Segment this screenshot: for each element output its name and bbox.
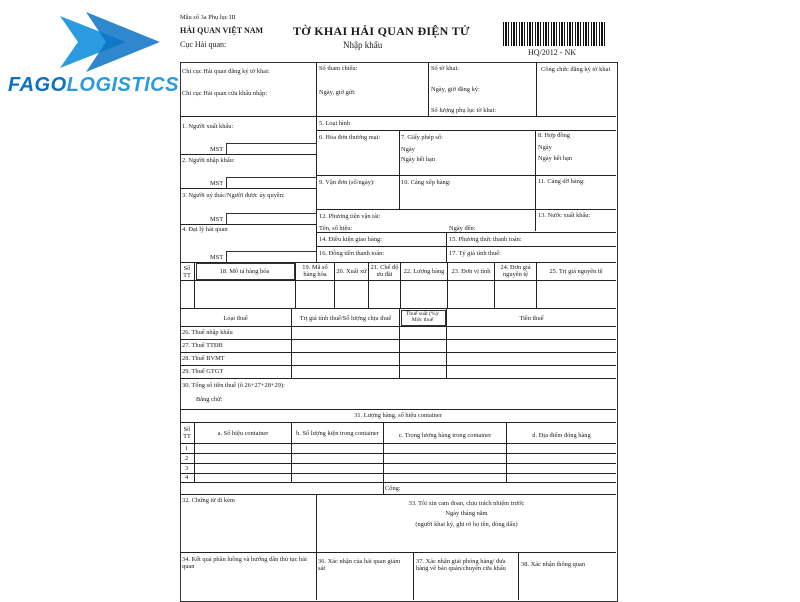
tax-in-words-label: Bằng chữ: [196,396,223,403]
field-33-signature-note: (người khai ký, ghi rõ họ tên, đóng dấu) [415,521,518,528]
datetime-sent-label: Ngày, giờ gửi: [319,89,356,96]
goods-header-preference: 21. Chế độ ưu đãi [370,264,399,279]
agent-label: 4. Đại lý hải quan [182,226,228,233]
importer-mst-label: MST [210,180,224,187]
border-office-label: Chi cục Hải quan cửa khẩu nhập: [182,90,268,97]
field-13-label: 13. Nước xuất khẩu: [538,212,591,219]
field-33-label: 33. Tôi xin cam đoan, chịu trách nhiệm trước [408,500,525,507]
field-10-label: 10. Cảng xếp hàng: [401,179,451,186]
department-label: Cục Hải quan: [180,40,227,49]
field-16-label: 16. Đồng tiền thanh toán: [319,250,385,257]
field-14-label: 14. Điều kiện giao hàng: [319,236,383,243]
goods-header-quantity: 22. Lượng hàng [403,268,445,275]
field-8-expiry-label: Ngày hết hạn [538,155,573,162]
goods-header-description: 18. Mô tả hàng hóa [219,268,270,275]
customs-declaration-form [178,12,618,600]
container-total-label: Cộng: [385,485,401,492]
field-36-label: 36. Xác nhận của hải quan giám sát [318,558,401,573]
field-32-label: 32. Chứng từ đi kèm [182,497,235,504]
agency-name: HẢI QUAN VIỆT NAM [180,26,264,35]
field-37-label: 37. Xác nhận giải phóng hàng/ đưa hàng về bảo quản/chuyển cửa khẩu [416,558,506,573]
goods-header-unit: 23. Đơn vị tính [451,268,491,275]
importer-label: 2. Người nhập khẩu: [182,157,235,164]
exporter-mst-label: MST [210,146,224,153]
form-number: HQ/2012 - NK [528,48,576,57]
agent-mst-label: MST [210,254,224,261]
container-row-3: 3 [185,465,189,472]
field-9-label: 9. Vận đơn (số/ngày): [319,179,375,186]
container-header-weight: c. Trọng lượng hàng trong container [398,432,492,439]
tax-header-amount: Tiền thuế [519,315,544,322]
goods-header-hs-code: 19. Mã số hàng hóa [302,264,328,279]
field-38-label: 38. Xác nhận thông quan [521,561,586,568]
form-template-label: Mẫu số 3a Phụ lục III [180,14,236,21]
field-12-label: 12. Phương tiện vận tải: [319,213,381,220]
container-header-location: d. Địa điểm đóng hàng [532,432,591,439]
container-header-number: a. Số hiệu container [217,430,269,437]
tax-header-base: Trị giá tính thuế/Số lượng chịu thuế [299,315,392,322]
tax-row-environment: 28. Thuế BVMT [182,355,225,362]
form-subtitle: Nhập khẩu [343,40,383,50]
field-7-expiry-label: Ngày hết hạn [401,156,436,163]
container-row-4: 4 [185,474,189,481]
field-12-name-label: Tên, số hiệu: [319,225,353,232]
field-12-arrival-label: Ngày đến: [449,225,476,232]
tax-row-import: 26. Thuế nhập khẩu [182,329,233,336]
field-5-label: 5. Loại hình [319,120,351,127]
datetime-registered-label: Ngày, giờ đăng ký: [431,86,480,93]
field-11-label: 11. Cảng dỡ hàng: [538,178,585,185]
container-header-no: Số TT [183,426,191,441]
tax-row-vat: 29. Thuế GTGT [182,368,224,375]
field-33-date: Ngày tháng năm [445,510,488,517]
goods-header-origin: 20. Xuất xứ [336,268,367,275]
container-row-1: 1 [185,445,189,452]
arrow-logo-icon [56,8,166,72]
field-8-label: 8. Hợp đồng [538,132,570,139]
container-table-title: 31. Lượng hàng, số hiệu container [354,412,442,419]
goods-header-value: 25. Trị giá nguyên tệ [549,268,603,275]
container-row-2: 2 [185,455,189,462]
logo-wordmark: FAGOLOGISTICS [8,74,179,96]
authorized-label: 3. Người uỷ thác/Người được ủy quyền: [182,192,285,199]
goods-header-unit-price: 24. Đơn giá nguyên tệ [500,264,531,279]
field-7-date-label: Ngày [401,146,415,153]
reference-no-label: Số tham chiếu: [319,65,358,72]
tax-header-type: Loại thuế [223,315,248,322]
registering-office-label: Chi cục Hải quan đăng ký tờ khai: [182,68,270,75]
barcode-icon [503,22,605,46]
declaration-no-label: Số tờ khai: [431,65,459,72]
authorized-mst-label: MST [210,216,224,223]
field-17-label: 17. Tỷ giá tính thuế: [449,250,501,257]
tax-header-rate: Thuế suất (%)/ Mức thuế [405,311,440,324]
form-title: TỜ KHAI HẢI QUAN ĐIỆN TỬ [293,24,470,38]
field-15-label: 15. Phương thức thanh toán: [449,236,522,243]
container-header-packages: b. Số lượng kiện trong container [296,430,379,437]
exporter-label: 1. Người xuất khẩu: [182,123,234,130]
tax-total-label: 30. Tổng số tiền thuế (ô 26+27+28+29): [182,382,285,389]
tax-row-special: 27. Thuế TTĐB [182,342,223,349]
annex-count-label: Số lượng phụ lục tờ khai: [431,107,497,114]
field-6-label: 6. Hóa đơn thương mại: [319,134,381,141]
goods-header-no: Số TT [183,265,191,280]
field-8-date-label: Ngày [538,144,552,151]
field-7-label: 7. Giấy phép số: [401,134,443,141]
field-34-label: 34. Kết quả phân luồng và hướng dẫn thủ tục hải quan [182,556,307,571]
officer-label: Công chức đăng ký tờ khai [541,66,611,73]
